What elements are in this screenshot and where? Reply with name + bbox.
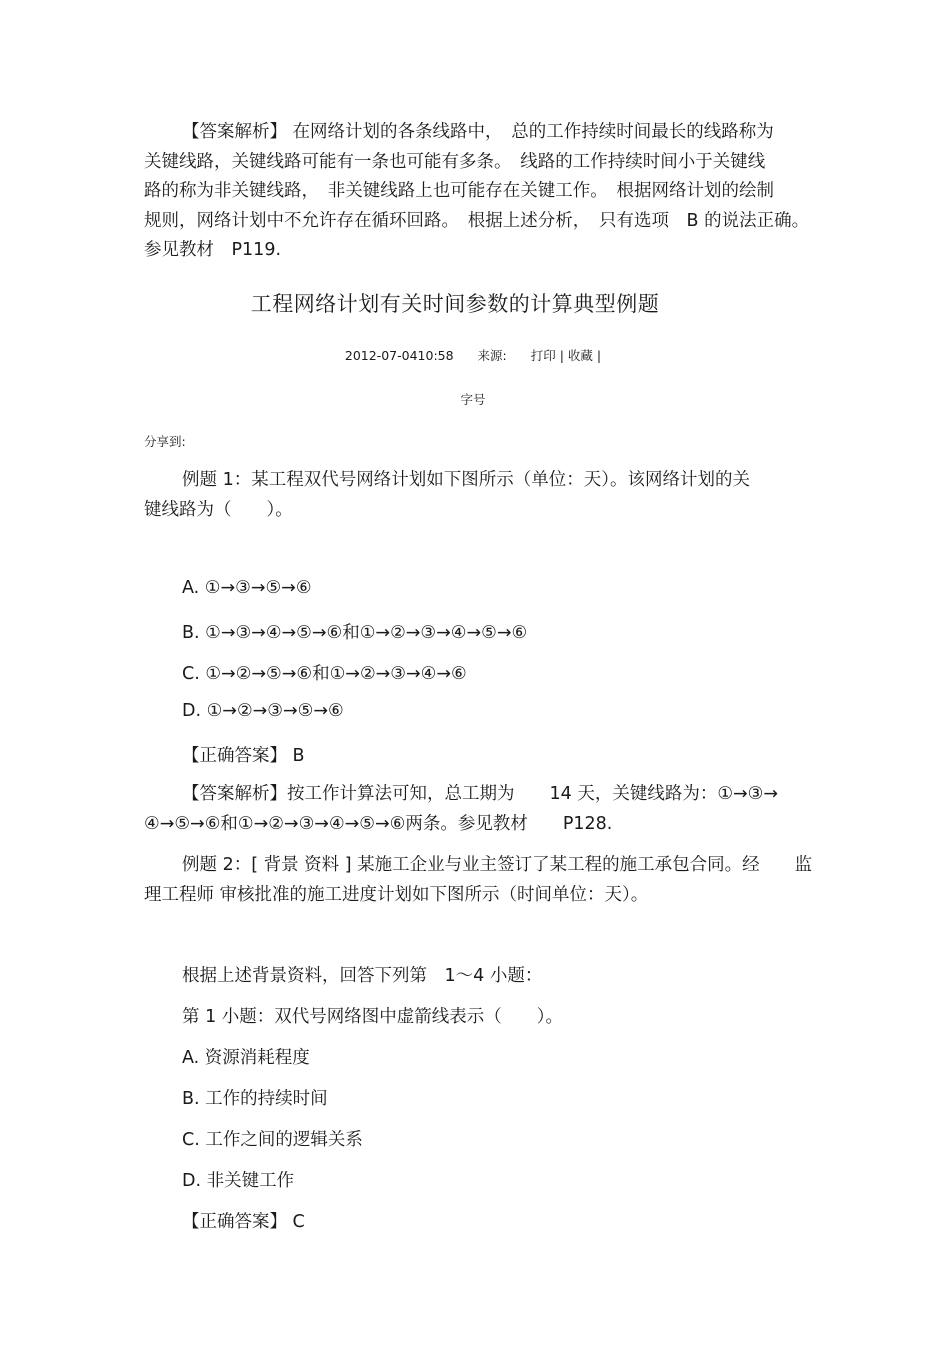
example2-instruction: 根据上述背景资料，回答下列第 1～4 小题： xyxy=(182,966,543,986)
example1-question xyxy=(144,466,810,525)
article-source-label: 来源: xyxy=(477,348,507,363)
example2-option-b: B. 工作的持续时间 xyxy=(182,1089,328,1109)
example2-question xyxy=(144,851,813,910)
example1-option-a: A. ①→③→⑤→⑥ xyxy=(182,578,312,598)
intro-analysis-line: 参见教材 P119. xyxy=(144,240,282,260)
example2-option-c: C. 工作之间的逻辑关系 xyxy=(182,1130,363,1150)
intro-analysis-line: 路的称为非关键线路， 非关键线路上也可能存在关键工作。 根据网络计划的绘制 xyxy=(144,181,774,201)
example2-answer: 【正确答案】 C xyxy=(182,1212,305,1232)
example2-question-line: 理工程师 审核批准的施工进度计划如下图所示（时间单位：天）。 xyxy=(144,884,649,905)
example1-question-line: 例题 1：某工程双代号网络计划如下图所示（单位：天）。该网络计划的关 xyxy=(182,470,750,490)
example2-question-line: 例题 2：[ 背景 资料 ] 某施工企业与业主签订了某工程的施工承包合同。经 监 xyxy=(182,855,813,875)
example1-analysis-line: ④→⑤→⑥和①→②→③→④→⑤→⑥两条。参见教材 P128. xyxy=(144,813,613,834)
example1-option-c: C. ①→②→⑤→⑥和①→②→③→④→⑥ xyxy=(182,664,467,684)
example2-option-d: D. 非关键工作 xyxy=(182,1171,295,1191)
example1-question-line: 键线路为（ ）。 xyxy=(144,499,293,520)
example1-option-d: D. ①→②→③→⑤→⑥ xyxy=(182,701,344,721)
article-meta xyxy=(0,346,946,364)
example1-analysis xyxy=(144,780,810,839)
intro-analysis-line: 【答案解析】 在网络计划的各条线路中， 总的工作持续时间最长的线路称为 xyxy=(182,122,774,142)
example1-option-b: B. ①→③→④→⑤→⑥和①→②→③→④→⑤→⑥ xyxy=(182,623,528,643)
example1-answer: 【正确答案】 B xyxy=(182,746,305,766)
share-label: 分享到: xyxy=(144,434,186,449)
article-title: 工程网络计划有关时间参数的计算典型例题 xyxy=(250,292,660,316)
intro-analysis-paragraph xyxy=(144,118,810,266)
intro-analysis-line: 规则，网络计划中不允许存在循环回路。 根据上述分析， 只有选项 B 的说法正确。 xyxy=(144,210,810,231)
example2-sub-question: 第 1 小题：双代号网络图中虚箭线表示（ ）。 xyxy=(182,1007,564,1027)
example2-option-a: A. 资源消耗程度 xyxy=(182,1048,310,1068)
example1-analysis-line: 【答案解析】按工作计算法可知，总工期为 14 天，关键线路为：①→③→ xyxy=(182,784,779,804)
article-date: 2012-07-0410:58 xyxy=(344,348,454,363)
article-actions[interactable]: 打印 | 收藏 | xyxy=(530,348,602,363)
font-size-label[interactable]: 字号 xyxy=(460,392,486,407)
intro-analysis-line: 关键线路，关键线路可能有一条也可能有多条。 线路的工作持续时间小于关键线 xyxy=(144,151,766,172)
